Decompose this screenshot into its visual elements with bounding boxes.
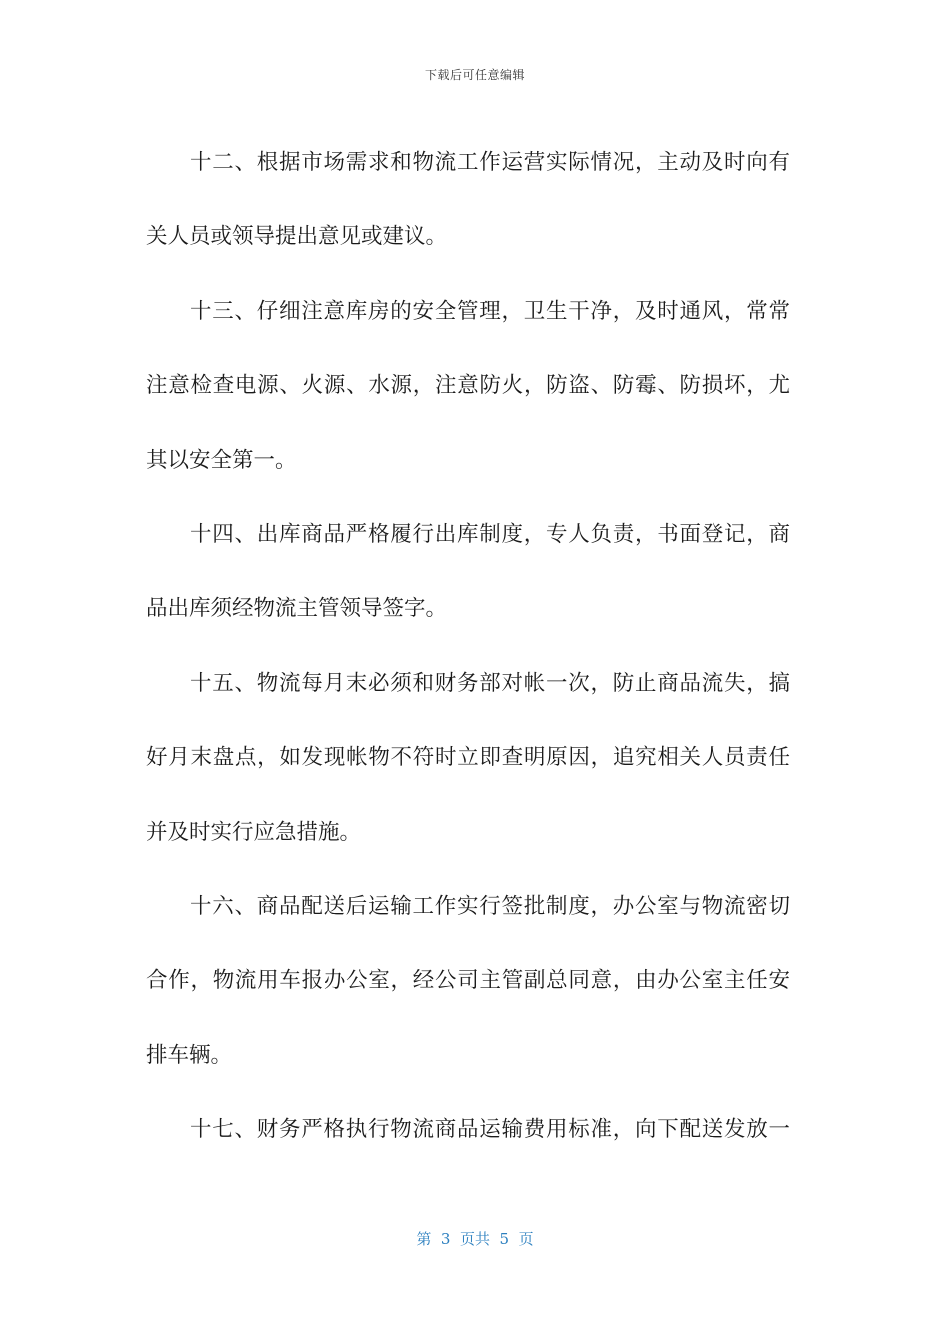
text-line: 合作，物流用车报办公室，经公司主管副总同意，由办公室主任安 (146, 968, 790, 994)
text-line: 十三、仔细注意库房的安全管理，卫生干净，及时通风，常常 (190, 298, 790, 324)
document-body (146, 126, 790, 1167)
text-line: 排车辆。 (146, 1042, 233, 1068)
text-line: 品出库须经物流主管领导签字。 (146, 596, 448, 622)
text-line: 十二、根据市场需求和物流工作运营实际情况，主动及时向有 (190, 150, 790, 175)
text-line: 十六、商品配送后运输工作实行签批制度，办公室与物流密切 (190, 893, 790, 919)
text-line: 关人员或领导提出意见或建议。 (146, 224, 448, 250)
text-line: 并及时实行应急措施。 (146, 819, 362, 845)
page-number-footer: 第 3 页共 5 页 (416, 1230, 534, 1248)
page-header-note: 下载后可任意编辑 (424, 68, 525, 82)
text-line: 十四、出库商品严格履行出库制度，专人负责，书面登记，商 (190, 521, 790, 547)
text-line: 十七、财务严格执行物流商品运输费用标准，向下配送发放一 (190, 1117, 790, 1143)
text-line: 注意检查电源、火源、水源，注意防火，防盗、防霉、防损坏，尤 (146, 373, 790, 399)
text-line: 好月末盘点，如发现帐物不符时立即查明原因，追究相关人员责任 (146, 745, 790, 771)
text-line: 其以安全第一。 (146, 447, 297, 473)
text-line: 十五、物流每月末必须和财务部对帐一次，防止商品流失，搞 (190, 670, 790, 696)
